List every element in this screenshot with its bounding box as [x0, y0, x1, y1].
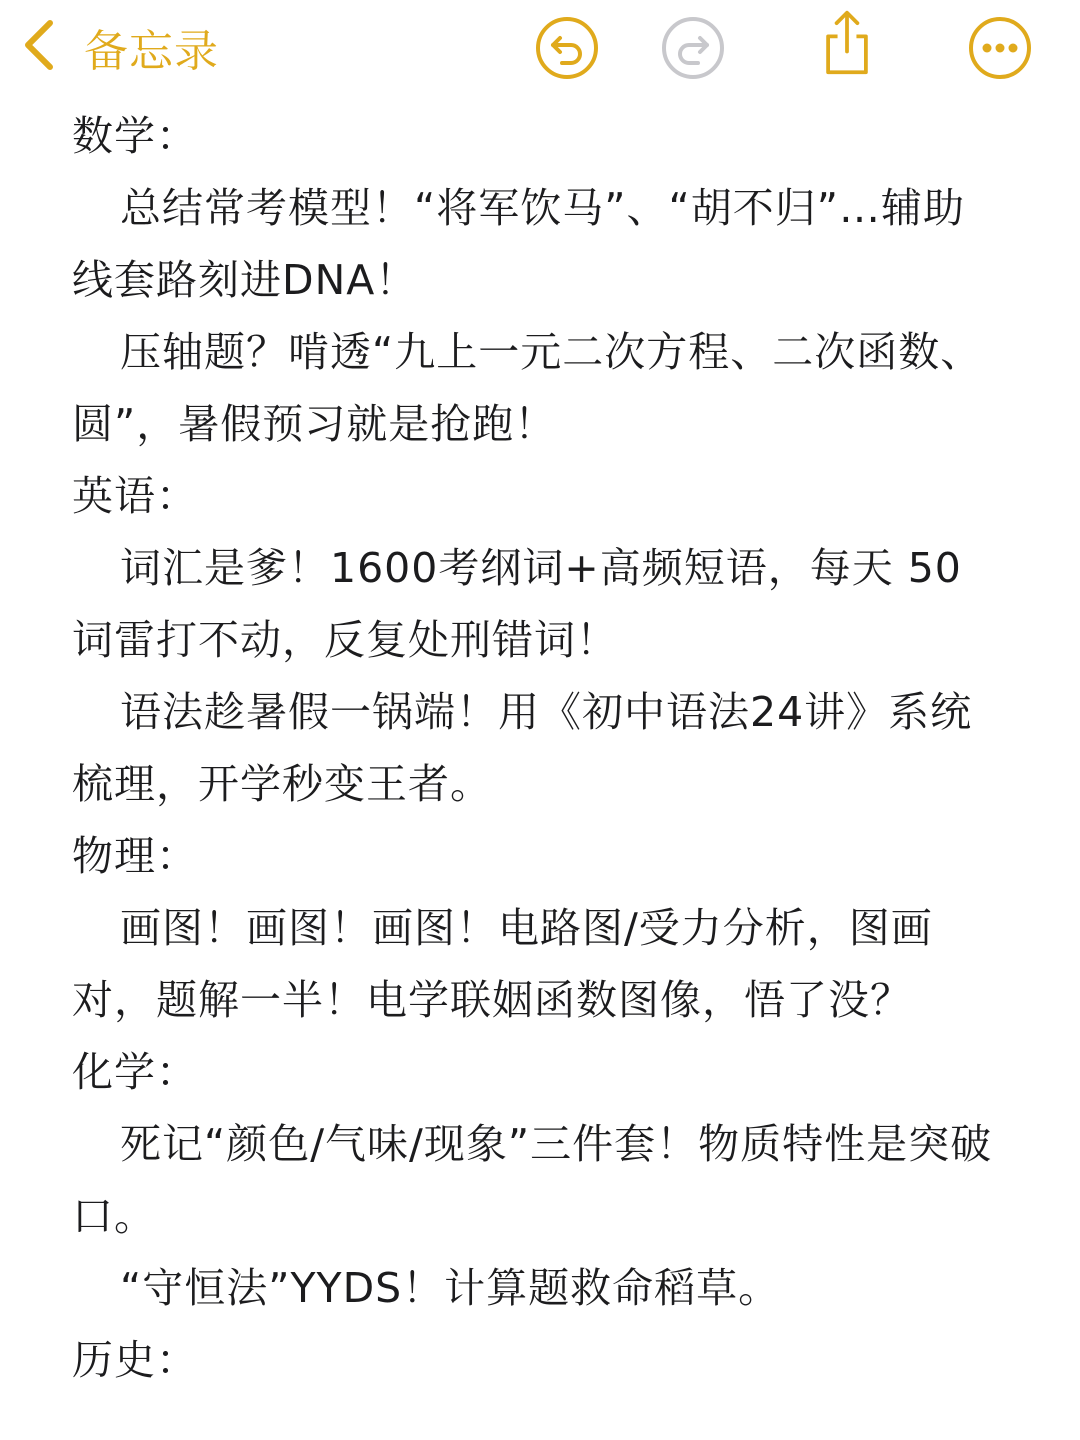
section-heading-chemistry: 化学： — [72, 1048, 198, 1096]
chemistry-paragraph-1: 死记“颜色/气味/现象”三件套！物质特性是突破口。 — [72, 1120, 993, 1240]
navigation-bar — [0, 0, 1080, 96]
undo-icon — [533, 14, 601, 82]
section-heading-math: 数学： — [72, 112, 198, 160]
english-paragraph-1: 词汇是爹！1600考纲词+高频短语，每天 50词雷打不动，反复处刑错词！ — [72, 544, 962, 664]
note-body[interactable] — [72, 100, 1002, 1396]
chemistry-paragraph-2: “守恒法”YYDS！计算题救命稻草。 — [120, 1264, 781, 1312]
share-icon — [813, 8, 881, 76]
physics-paragraph-1: 画图！画图！画图！电路图/受力分析，图画对，题解一半！电学联姻函数图像，悟了没？ — [72, 904, 933, 1024]
chevron-left-icon — [18, 17, 58, 77]
section-heading-history: 历史： — [72, 1336, 198, 1384]
back-button-label: 备忘录 — [84, 26, 219, 77]
more-icon — [966, 14, 1034, 82]
share-button[interactable] — [813, 8, 881, 76]
math-paragraph-2: 压轴题？啃透“九上一元二次方程、二次函数、圆”，暑假预习就是抢跑！ — [72, 328, 983, 448]
math-paragraph-1: 总结常考模型！“将军饮马”、“胡不归”…辅助线套路刻进DNA！ — [72, 184, 965, 304]
undo-button[interactable] — [533, 14, 601, 82]
redo-button[interactable] — [659, 14, 727, 82]
section-heading-english: 英语： — [72, 472, 198, 520]
redo-icon — [659, 14, 727, 82]
english-paragraph-2: 语法趁暑假一锅端！用《初中语法24讲》系统梳理，开学秒变王者。 — [72, 688, 973, 808]
more-button[interactable] — [966, 14, 1034, 82]
section-heading-physics: 物理： — [72, 832, 198, 880]
back-button[interactable] — [18, 14, 219, 80]
